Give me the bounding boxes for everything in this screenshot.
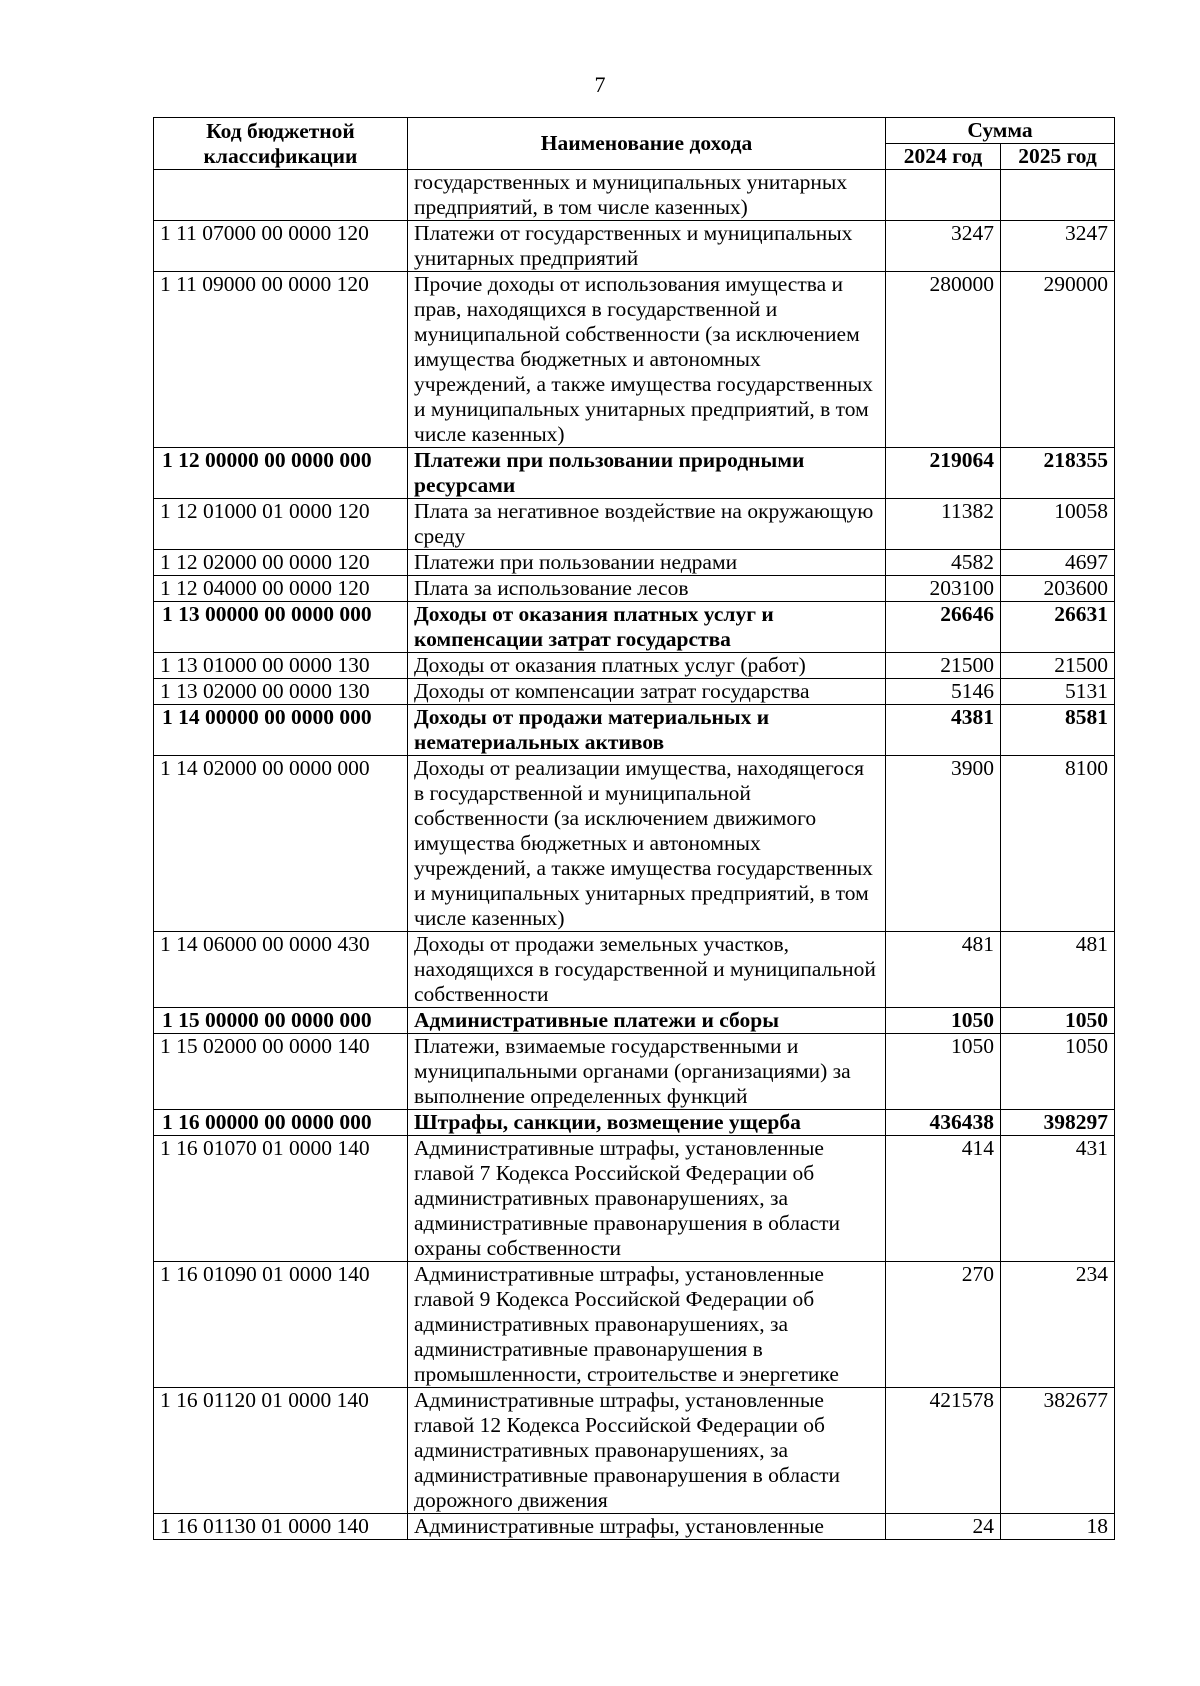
amount-2025-cell: 203600 xyxy=(1001,576,1115,602)
table-row xyxy=(154,653,1115,679)
income-name-cell: Платежи от государственных и муниципальных унитарных предприятий xyxy=(408,221,886,272)
amount-2025-cell: 431 xyxy=(1001,1136,1115,1262)
amount-2024-cell: 1050 xyxy=(886,1008,1001,1034)
amount-2024-cell: 5146 xyxy=(886,679,1001,705)
income-name-cell: Доходы от продажи земельных участков, находящихся в государственной и муниципальной собственности xyxy=(408,932,886,1008)
amount-2024-cell: 26646 xyxy=(886,602,1001,653)
amount-2025-cell: 5131 xyxy=(1001,679,1115,705)
amount-2025-cell: 10058 xyxy=(1001,499,1115,550)
amount-2024-cell: 4582 xyxy=(886,550,1001,576)
budget-code-cell: 1 15 00000 00 0000 000 xyxy=(154,1008,408,1034)
budget-code-cell: 1 11 09000 00 0000 120 xyxy=(154,272,408,448)
amount-2025-cell: 481 xyxy=(1001,932,1115,1008)
table-row xyxy=(154,221,1115,272)
header-year-2025: 2025 год xyxy=(1001,144,1115,170)
header-code: Код бюджетной классификации xyxy=(154,118,408,170)
page-number: 7 xyxy=(594,72,606,97)
income-name-cell: Доходы от реализации имущества, находящегося в государственной и муниципальной собственности (за исключением движимого имущества бюджетных и автономных учреждений, а также имущества государственных и муниципальных унитарных предприятий, в том числе казенных) xyxy=(408,756,886,932)
income-name-cell: Штрафы, санкции, возмещение ущерба xyxy=(408,1110,886,1136)
amount-2024-cell: 4381 xyxy=(886,705,1001,756)
income-name-cell: Административные штрафы, установленные главой 7 Кодекса Российской Федерации об административных правонарушениях, за административные правонарушения в области охраны собственности xyxy=(408,1136,886,1262)
table-row xyxy=(154,1034,1115,1110)
income-name-cell: Административные штрафы, установленные главой 12 Кодекса Российской Федерации об административных правонарушениях, за административные правонарушения в области дорожного движения xyxy=(408,1388,886,1514)
amount-2025-cell: 3247 xyxy=(1001,221,1115,272)
income-name-cell: Административные штрафы, установленные xyxy=(408,1514,886,1540)
table-row xyxy=(154,679,1115,705)
amount-2025-cell: 234 xyxy=(1001,1262,1115,1388)
amount-2024-cell: 3900 xyxy=(886,756,1001,932)
amount-2025-cell: 26631 xyxy=(1001,602,1115,653)
budget-code-cell: 1 14 00000 00 0000 000 xyxy=(154,705,408,756)
income-name-cell: Доходы от оказания платных услуг и компенсации затрат государства xyxy=(408,602,886,653)
table-row xyxy=(154,756,1115,932)
income-name-cell: Плата за негативное воздействие на окружающую среду xyxy=(408,499,886,550)
budget-code-cell: 1 14 02000 00 0000 000 xyxy=(154,756,408,932)
table-row xyxy=(154,448,1115,499)
table-row xyxy=(154,1388,1115,1514)
amount-2024-cell: 24 xyxy=(886,1514,1001,1540)
table-row xyxy=(154,705,1115,756)
budget-code-cell: 1 16 01120 01 0000 140 xyxy=(154,1388,408,1514)
budget-code-cell: 1 12 02000 00 0000 120 xyxy=(154,550,408,576)
amount-2025-cell: 1050 xyxy=(1001,1034,1115,1110)
amount-2025-cell: 8100 xyxy=(1001,756,1115,932)
amount-2025-cell xyxy=(1001,170,1115,221)
budget-code-cell: 1 13 01000 00 0000 130 xyxy=(154,653,408,679)
table-header xyxy=(154,118,1115,170)
table-row xyxy=(154,602,1115,653)
table-row xyxy=(154,576,1115,602)
income-name-cell: Прочие доходы от использования имущества и прав, находящихся в государственной и муниципальной собственности (за исключением имущества бюджетных и автономных учреждений, а также имущества государственных и муниципальных унитарных предприятий, в том числе казенных) xyxy=(408,272,886,448)
amount-2025-cell: 1050 xyxy=(1001,1008,1115,1034)
amount-2025-cell: 18 xyxy=(1001,1514,1115,1540)
amount-2025-cell: 398297 xyxy=(1001,1110,1115,1136)
header-year-2024: 2024 год xyxy=(886,144,1001,170)
income-name-cell: Административные штрафы, установленные главой 9 Кодекса Российской Федерации об административных правонарушениях, за административные правонарушения в промышленности, строительстве и энергетике xyxy=(408,1262,886,1388)
amount-2025-cell: 4697 xyxy=(1001,550,1115,576)
amount-2024-cell: 280000 xyxy=(886,272,1001,448)
budget-code-cell: 1 16 01090 01 0000 140 xyxy=(154,1262,408,1388)
amount-2025-cell: 21500 xyxy=(1001,653,1115,679)
revenue-table xyxy=(153,117,1115,1540)
income-name-cell: Доходы от продажи материальных и нематериальных активов xyxy=(408,705,886,756)
amount-2024-cell: 219064 xyxy=(886,448,1001,499)
budget-code-cell: 1 16 00000 00 0000 000 xyxy=(154,1110,408,1136)
income-name-cell: Доходы от компенсации затрат государства xyxy=(408,679,886,705)
amount-2024-cell: 203100 xyxy=(886,576,1001,602)
amount-2024-cell: 421578 xyxy=(886,1388,1001,1514)
amount-2024-cell: 436438 xyxy=(886,1110,1001,1136)
table-body xyxy=(154,170,1115,1540)
income-name-cell: Платежи при пользовании недрами xyxy=(408,550,886,576)
table-row xyxy=(154,550,1115,576)
amount-2025-cell: 290000 xyxy=(1001,272,1115,448)
budget-code-cell: 1 16 01070 01 0000 140 xyxy=(154,1136,408,1262)
table-row xyxy=(154,272,1115,448)
amount-2025-cell: 382677 xyxy=(1001,1388,1115,1514)
income-name-cell: Платежи, взимаемые государственными и муниципальными органами (организациями) за выполнение определенных функций xyxy=(408,1034,886,1110)
budget-code-cell: 1 15 02000 00 0000 140 xyxy=(154,1034,408,1110)
income-name-cell: Доходы от оказания платных услуг (работ) xyxy=(408,653,886,679)
header-sum: Сумма xyxy=(886,118,1115,144)
amount-2024-cell: 414 xyxy=(886,1136,1001,1262)
budget-code-cell: 1 16 01130 01 0000 140 xyxy=(154,1514,408,1540)
amount-2024-cell xyxy=(886,170,1001,221)
table-row xyxy=(154,1514,1115,1540)
budget-code-cell: 1 13 02000 00 0000 130 xyxy=(154,679,408,705)
amount-2024-cell: 21500 xyxy=(886,653,1001,679)
table-row xyxy=(154,1110,1115,1136)
budget-code-cell: 1 13 00000 00 0000 000 xyxy=(154,602,408,653)
income-name-cell: Плата за использование лесов xyxy=(408,576,886,602)
table-row xyxy=(154,170,1115,221)
amount-2024-cell: 11382 xyxy=(886,499,1001,550)
budget-code-cell: 1 12 00000 00 0000 000 xyxy=(154,448,408,499)
amount-2025-cell: 8581 xyxy=(1001,705,1115,756)
income-name-cell: Административные платежи и сборы xyxy=(408,1008,886,1034)
amount-2024-cell: 3247 xyxy=(886,221,1001,272)
budget-code-cell: 1 12 04000 00 0000 120 xyxy=(154,576,408,602)
income-name-cell: Платежи при пользовании природными ресурсами xyxy=(408,448,886,499)
amount-2025-cell: 218355 xyxy=(1001,448,1115,499)
budget-code-cell: 1 14 06000 00 0000 430 xyxy=(154,932,408,1008)
table-row xyxy=(154,932,1115,1008)
budget-code-cell xyxy=(154,170,408,221)
amount-2024-cell: 481 xyxy=(886,932,1001,1008)
amount-2024-cell: 270 xyxy=(886,1262,1001,1388)
table-row xyxy=(154,1262,1115,1388)
budget-code-cell: 1 12 01000 01 0000 120 xyxy=(154,499,408,550)
header-name: Наименование дохода xyxy=(408,118,886,170)
income-name-cell: государственных и муниципальных унитарных предприятий, в том числе казенных) xyxy=(408,170,886,221)
budget-code-cell: 1 11 07000 00 0000 120 xyxy=(154,221,408,272)
table-row xyxy=(154,499,1115,550)
amount-2024-cell: 1050 xyxy=(886,1034,1001,1110)
table-row xyxy=(154,1008,1115,1034)
table-row xyxy=(154,1136,1115,1262)
